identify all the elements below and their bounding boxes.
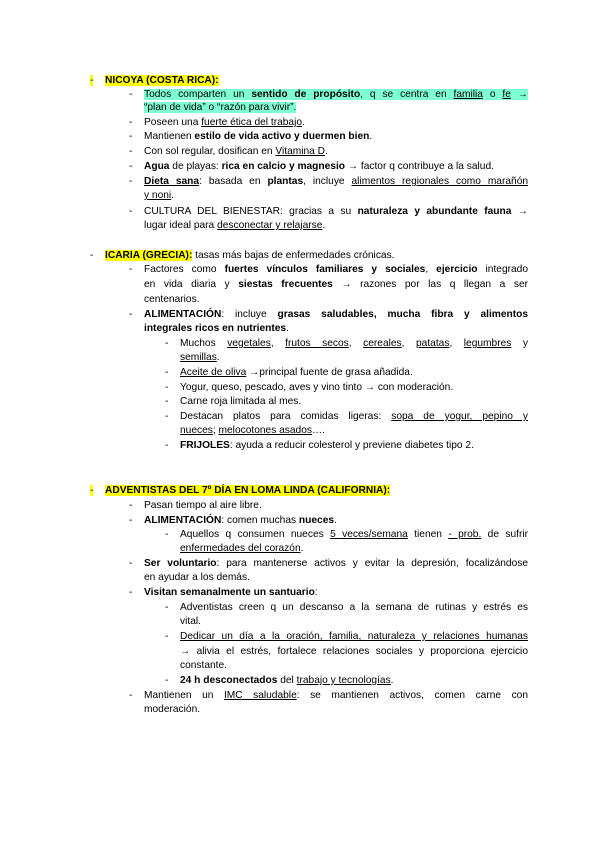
- bullet-dash: -: [129, 117, 133, 128]
- icaria-sub-3: Yogur, queso, pescado, aves y vino tinto → con moderación.: [180, 382, 454, 393]
- adventistas-sub-3: Dedicar un día a la oración, familia, naturaleza y relaciones humanas: [180, 631, 528, 642]
- adventistas-sub-3-cont: → alivia el estrés, fortalece relaciones sociales y proporciona ejercicio: [180, 646, 528, 657]
- adventistas-sub-1: Aquellos q consumen nueces 5 veces/semana tienen - prob. de sufrir: [180, 529, 529, 540]
- sub-bullet-dash: -: [165, 411, 169, 422]
- adventistas-sub-4: 24 h desconectados del trabajo y tecnologías.: [180, 675, 394, 686]
- section-title-nicoya: NICOYA (COSTA RICA):: [105, 75, 219, 86]
- nicoya-bullet-4: Con sol regular, dosifican en Vitamina D.: [144, 146, 328, 157]
- icaria-sub-1-cont: semillas.: [180, 352, 220, 363]
- adventistas-bullet-3-cont: en ayudar a los demás.: [144, 572, 250, 583]
- nicoya-bullet-2: Poseen una fuerte ética del trabajo.: [144, 117, 305, 128]
- bullet-dash: -: [129, 264, 133, 275]
- bullet-dash: -: [129, 587, 133, 598]
- icaria-sub-6: FRIJOLES: ayuda a reducir colesterol y previene diabetes tipo 2.: [180, 440, 474, 451]
- section-dash: -: [90, 485, 94, 496]
- section-dash: -: [90, 250, 94, 261]
- bullet-dash: -: [129, 206, 133, 217]
- adventistas-bullet-5: Mantienen un IMC saludable: se mantienen activos, comen carne con: [144, 690, 529, 701]
- sub-bullet-dash: -: [165, 529, 169, 540]
- sub-bullet-dash: -: [165, 367, 169, 378]
- sub-bullet-dash: -: [165, 396, 169, 407]
- adventistas-bullet-4: Visitan semanalmente un santuario:: [144, 587, 318, 598]
- nicoya-bullet-3: Mantienen estilo de vida activo y duermen bien.: [144, 131, 373, 142]
- section-title-adventistas: ADVENTISTAS DEL 7º DÍA EN LOMA LINDA (CALIFORNIA):: [105, 485, 391, 496]
- adventistas-bullet-5-cont: moderación.: [144, 704, 201, 715]
- bullet-dash: -: [129, 146, 133, 157]
- adventistas-bullet-3: Ser voluntario: para mantenerse activos y evitar la depresión, focalizándose: [144, 558, 529, 569]
- nicoya-bullet-1-cont: “plan de vida” o “razón para vivir”.: [144, 102, 297, 113]
- adventistas-sub-3-cont-2: constante.: [180, 660, 228, 671]
- adventistas-bullet-1: Pasan tiempo al aire libre.: [144, 500, 262, 511]
- icaria-bullet-1-cont: en vida diaria y siestas frecuentes → razones por las q llegan a ser: [144, 279, 528, 290]
- bullet-dash: -: [129, 558, 133, 569]
- section-dash: -: [90, 75, 94, 86]
- icaria-sub-5-cont: nueces; melocotones asados….: [180, 425, 326, 436]
- icaria-bullet-1-cont-2: centenarios.: [144, 294, 200, 305]
- bullet-dash: -: [129, 89, 133, 100]
- nicoya-bullet-7-cont: lugar ideal para desconectar y relajarse.: [144, 220, 326, 231]
- icaria-bullet-1: Factores como fuertes vínculos familiares y sociales, ejercicio integrado: [144, 264, 528, 275]
- nicoya-bullet-6-cont: y noni.: [144, 190, 175, 201]
- bullet-dash: -: [129, 500, 133, 511]
- adventistas-sub-2-cont: vital.: [180, 616, 201, 627]
- bullet-dash: -: [129, 690, 133, 701]
- adventistas-sub-1-cont: enfermedades del corazón.: [180, 543, 304, 554]
- sub-bullet-dash: -: [165, 602, 169, 613]
- nicoya-bullet-6: Dieta sana: basada en plantas, incluye alimentos regionales como marañón: [144, 176, 529, 187]
- bullet-dash: -: [129, 515, 133, 526]
- bullet-dash: -: [129, 131, 133, 142]
- nicoya-bullet-5: Agua de playas: rica en calcio y magnesio → factor q contribuye a la salud.: [144, 161, 494, 172]
- icaria-sub-5: Destacan platos para comidas ligeras: sopa de yogur, pepino y: [180, 411, 528, 422]
- bullet-dash: -: [129, 176, 133, 187]
- sub-bullet-dash: -: [165, 382, 169, 393]
- section-title-icaria: ICARIA (GRECIA): tasas más bajas de enfermedades crónicas.: [105, 250, 395, 261]
- sub-bullet-dash: -: [165, 631, 169, 642]
- icaria-sub-1: Muchos vegetales, frutos secos, cereales, patatas, legumbres y: [180, 338, 528, 349]
- nicoya-bullet-1: Todos comparten un sentido de propósito, q se centra en familia o fe →: [144, 89, 528, 100]
- sub-bullet-dash: -: [165, 440, 169, 451]
- icaria-sub-2: Aceite de oliva →principal fuente de grasa añadida.: [180, 367, 413, 378]
- sub-bullet-dash: -: [165, 338, 169, 349]
- bullet-dash: -: [129, 161, 133, 172]
- adventistas-bullet-2: ALIMENTACIÓN: comen muchas nueces.: [144, 515, 337, 526]
- icaria-bullet-2: ALIMENTACIÓN: incluye grasas saludables, mucha fibra y alimentos: [144, 309, 529, 320]
- sub-bullet-dash: -: [165, 675, 169, 686]
- icaria-bullet-2-cont: integrales ricos en nutrientes.: [144, 323, 289, 334]
- nicoya-bullet-7: CULTURA DEL BIENESTAR: gracias a su naturaleza y abundante fauna →: [144, 206, 528, 217]
- bullet-dash: -: [129, 309, 133, 320]
- adventistas-sub-2: Adventistas creen q un descanso a la semana de rutinas y estrés es: [180, 602, 528, 613]
- icaria-sub-4: Carne roja limitada al mes.: [180, 396, 302, 407]
